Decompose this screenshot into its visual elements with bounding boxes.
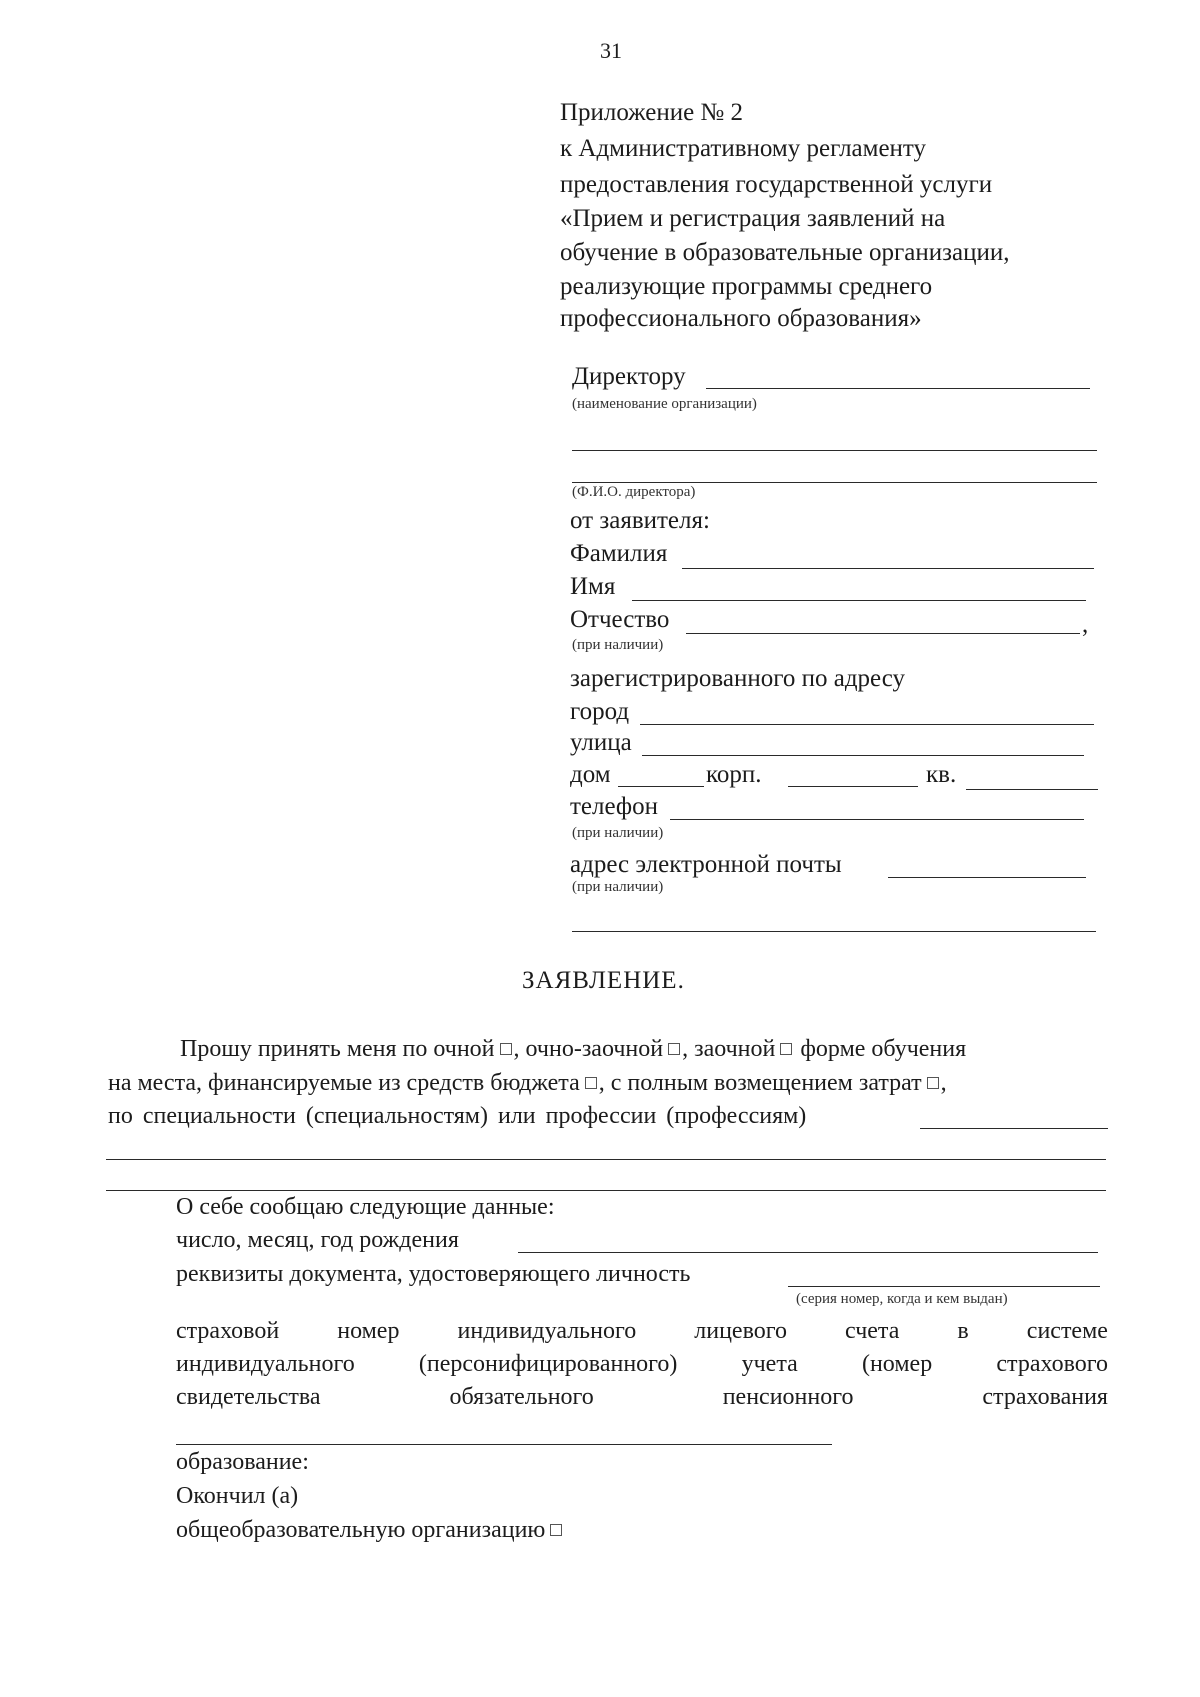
director-fio-field[interactable]	[572, 482, 1097, 483]
appendix-line: обучение в образовательные организации,	[560, 239, 1010, 266]
appendix-line: к Административному регламенту	[560, 135, 927, 162]
building-field[interactable]	[788, 786, 918, 787]
request-text: Прошу принять меня по очной	[180, 1036, 495, 1062]
budget-checkbox[interactable]	[585, 1077, 597, 1089]
snils-word: пенсионного	[722, 1384, 854, 1410]
phone-if-any-hint: (при наличии)	[572, 825, 664, 841]
full-time-checkbox[interactable]	[500, 1043, 512, 1055]
snils-line-1	[176, 1319, 1108, 1343]
street-field[interactable]	[642, 755, 1084, 756]
id-document-hint: (серия номер, когда и кем выдан)	[796, 1291, 1008, 1307]
patronymic-comma: ,	[1082, 611, 1089, 638]
patronymic-label: Отчество	[570, 606, 670, 633]
apartment-label: кв.	[926, 761, 957, 788]
snils-word: страхования	[982, 1384, 1108, 1410]
appendix-line: Приложение № 2	[560, 99, 744, 126]
snils-word: в	[957, 1318, 969, 1344]
general-school-option	[176, 1518, 564, 1542]
city-field[interactable]	[640, 724, 1094, 725]
snils-word: страховой	[176, 1318, 280, 1344]
director-org-field[interactable]	[706, 388, 1090, 389]
specialty-line-3[interactable]	[106, 1190, 1106, 1191]
patronymic-field[interactable]	[686, 633, 1080, 634]
request-text: , заочной	[682, 1036, 776, 1062]
about-intro: О себе сообщаю следующие данные:	[176, 1194, 555, 1220]
specialty-field[interactable]	[920, 1128, 1108, 1129]
general-school-checkbox[interactable]	[550, 1524, 562, 1536]
org-name-hint: (наименование организации)	[572, 396, 757, 412]
graduated-label: Окончил (а)	[176, 1483, 299, 1509]
correspondence-checkbox[interactable]	[780, 1043, 792, 1055]
registered-address-label: зарегистрированного по адресу	[570, 665, 906, 692]
request-line-3: по специальности (специальностям) или профессии (профессиям)	[108, 1103, 807, 1129]
email-field-line-2[interactable]	[572, 931, 1096, 932]
page-number: 31	[600, 38, 622, 63]
city-label: город	[570, 698, 630, 725]
surname-label: Фамилия	[570, 540, 668, 567]
snils-line-2	[176, 1352, 1108, 1376]
snils-word: страхового	[996, 1351, 1108, 1377]
snils-line-3	[176, 1385, 1108, 1409]
house-label: дом	[570, 761, 611, 788]
request-text: ,	[940, 1070, 947, 1096]
appendix-line: предоставления государственной услуги	[560, 171, 993, 198]
snils-field[interactable]	[176, 1444, 832, 1445]
apartment-field[interactable]	[966, 789, 1098, 790]
snils-word: индивидуального	[176, 1351, 355, 1377]
request-line-1	[180, 1037, 966, 1061]
building-label: корп.	[706, 761, 762, 788]
id-document-field[interactable]	[788, 1286, 1100, 1287]
id-document-label: реквизиты документа, удостоверяющего личность	[176, 1261, 691, 1287]
director-fio-hint: (Ф.И.О. директора)	[572, 484, 696, 500]
statement-title: ЗАЯВЛЕНИЕ.	[522, 967, 685, 994]
appendix-line: «Прием и регистрация заявлений на	[560, 205, 946, 232]
request-text: , с полным возмещением затрат	[598, 1070, 922, 1096]
email-field[interactable]	[888, 877, 1086, 878]
snils-word: индивидуального	[457, 1318, 637, 1344]
appendix-line: профессионального образования»	[560, 305, 922, 332]
phone-field[interactable]	[670, 819, 1084, 820]
paid-checkbox[interactable]	[927, 1077, 939, 1089]
street-label: улица	[570, 729, 632, 756]
request-line-2	[108, 1071, 947, 1095]
education-label: образование:	[176, 1449, 309, 1475]
snils-word: (персонифицированного)	[418, 1351, 678, 1377]
email-if-any-hint: (при наличии)	[572, 879, 664, 895]
specialty-line-2[interactable]	[106, 1159, 1106, 1160]
from-applicant-label: от заявителя:	[570, 507, 710, 534]
patronymic-if-any-hint: (при наличии)	[572, 637, 664, 653]
snils-word: номер	[337, 1318, 400, 1344]
director-label: Директору	[572, 363, 686, 390]
house-field[interactable]	[618, 786, 704, 787]
appendix-line: реализующие программы среднего	[560, 273, 933, 300]
birth-date-label: число, месяц, год рождения	[176, 1227, 459, 1253]
request-text: , очно-заочной	[513, 1036, 664, 1062]
request-text: на места, финансируемые из средств бюджета	[108, 1070, 580, 1096]
snils-word: (номер	[861, 1351, 933, 1377]
birth-date-field[interactable]	[518, 1252, 1098, 1253]
director-line-2[interactable]	[572, 450, 1097, 451]
snils-word: лицевого	[694, 1318, 787, 1344]
phone-label: телефон	[570, 793, 658, 820]
request-text: форме обучения	[800, 1036, 967, 1062]
email-label: адрес электронной почты	[570, 851, 842, 878]
general-school-label: общеобразовательную организацию	[176, 1517, 546, 1543]
snils-word: свидетельства	[176, 1384, 321, 1410]
snils-word: обязательного	[449, 1384, 594, 1410]
name-label: Имя	[570, 573, 616, 600]
snils-word: системе	[1026, 1318, 1108, 1344]
part-time-checkbox[interactable]	[668, 1043, 680, 1055]
snils-word: счета	[845, 1318, 900, 1344]
snils-word: учета	[741, 1351, 798, 1377]
name-field[interactable]	[632, 600, 1086, 601]
surname-field[interactable]	[682, 568, 1094, 569]
